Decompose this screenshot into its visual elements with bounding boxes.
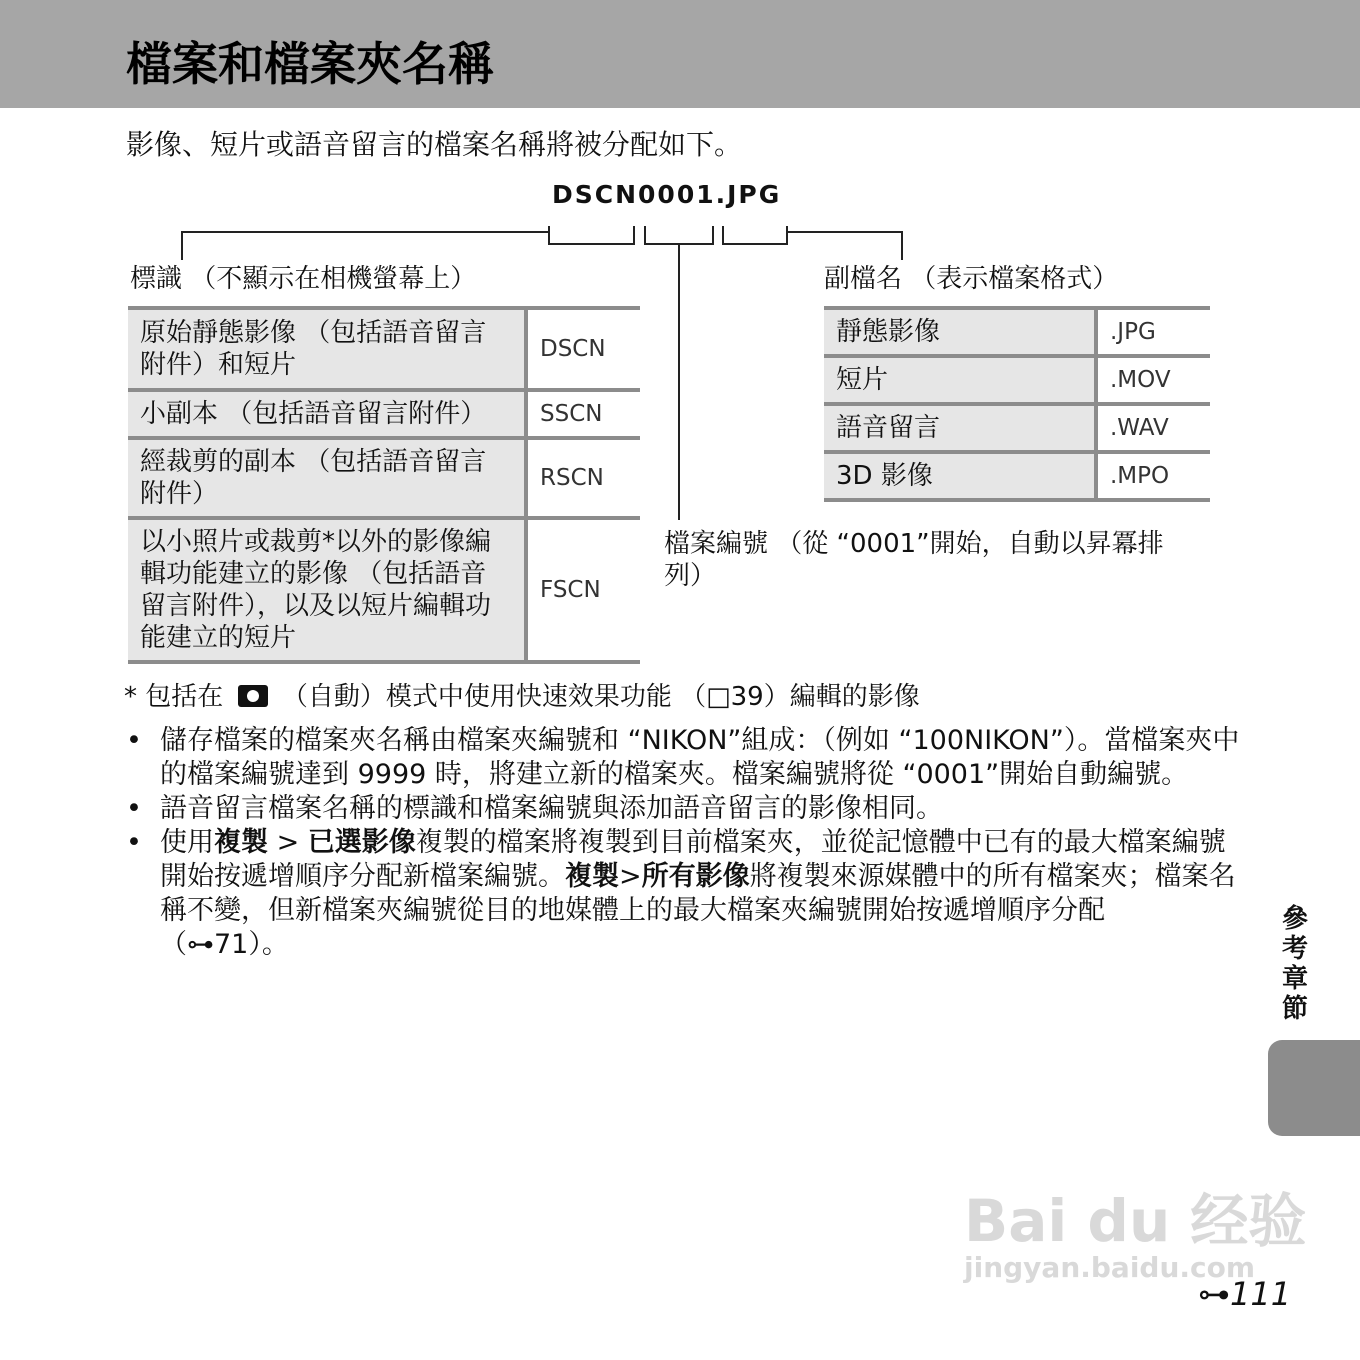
list-item bbox=[124, 724, 1240, 792]
identifier-code: SSCN bbox=[526, 390, 640, 438]
extension-code: .MOV bbox=[1096, 356, 1210, 404]
menu-separator: > bbox=[268, 827, 308, 858]
extension-leader bbox=[787, 232, 902, 260]
table-row bbox=[824, 308, 1210, 356]
bullet-text-1: 使用 bbox=[160, 827, 214, 858]
table-row bbox=[824, 356, 1210, 404]
identifier-description: 原始靜態影像 （包括語音留言附件）和短片 bbox=[128, 308, 526, 390]
identifier-code: FSCN bbox=[526, 518, 640, 662]
extension-table bbox=[824, 306, 1210, 502]
footnote-star: * bbox=[124, 682, 137, 712]
page-title: 檔案和檔案夾名稱 bbox=[126, 37, 494, 91]
watermark-url: jingyan.baidu.com bbox=[964, 1251, 1256, 1284]
table-row bbox=[824, 404, 1210, 452]
table-row bbox=[824, 452, 1210, 500]
watermark-logo: Bai du 经验 bbox=[964, 1187, 1307, 1255]
identifier-code: DSCN bbox=[526, 308, 640, 390]
number-bracket bbox=[645, 226, 713, 244]
extension-bracket bbox=[723, 226, 787, 244]
identifier-description: 以小照片或裁剪*以外的影像編輯功能建立的影像 （包括語音留言附件），以及以短片編輯功能建立的短片 bbox=[128, 518, 526, 662]
page-number: ⊶111 bbox=[1198, 1275, 1292, 1313]
menu-name: 複製 bbox=[214, 827, 268, 858]
identifier-table bbox=[128, 306, 640, 664]
table-row bbox=[128, 308, 640, 390]
identifier-description: 經裁剪的副本 （包括語音留言附件） bbox=[128, 438, 526, 518]
identifier-bracket bbox=[549, 226, 634, 244]
identifier-label: 標識 （不顯示在相機螢幕上） bbox=[130, 264, 477, 294]
bullet-text-3: 將複製來源媒體中的所有檔案夾；檔案名稱不變，但新檔案夾編號從目的地媒體上的最大檔案夾編號開始按遞增順序分配 （⊶71）。 bbox=[160, 861, 1236, 960]
list-item bbox=[124, 826, 1240, 962]
extension-description: 3D 影像 bbox=[824, 452, 1096, 500]
footnote bbox=[124, 680, 920, 714]
section-side-label: 參考章節 bbox=[1282, 904, 1309, 1024]
bullet-text: 語音留言檔案名稱的標識和檔案編號與添加語音留言的影像相同。 bbox=[160, 793, 943, 824]
extension-description: 短片 bbox=[824, 356, 1096, 404]
file-number-note: 檔案編號 （從 “0001”開始，自動以昇冪排列） bbox=[664, 529, 1164, 591]
menu-separator: > bbox=[619, 861, 642, 892]
extension-label: 副檔名 （表示檔案格式） bbox=[824, 264, 1119, 294]
intro-text: 影像、短片或語音留言的檔案名稱將被分配如下。 bbox=[126, 128, 743, 161]
table-row bbox=[128, 518, 640, 662]
list-item bbox=[124, 792, 1240, 826]
identifier-code: RSCN bbox=[526, 438, 640, 518]
footnote-suffix: （自動）模式中使用快速效果功能 （□39）編輯的影像 bbox=[281, 682, 920, 712]
watermark bbox=[964, 1187, 1307, 1284]
example-filename: DSCN0001.JPG bbox=[552, 180, 782, 209]
table-row bbox=[128, 438, 640, 518]
menu-option: 所有影像 bbox=[641, 861, 750, 892]
identifier-leader bbox=[182, 232, 549, 260]
menu-name: 複製 bbox=[565, 861, 619, 892]
bullet-text: 儲存檔案的檔案夾名稱由檔案夾編號和 “NIKON”組成：（例如 “100NIKON”）。當檔案夾中的檔案編號達到 9999 時，將建立新的檔案夾。檔案編號將從 “0001”開始自動編號。 bbox=[160, 725, 1240, 790]
notes-list bbox=[124, 724, 1240, 962]
table-row bbox=[128, 390, 640, 438]
extension-code: .MPO bbox=[1096, 452, 1210, 500]
extension-description: 語音留言 bbox=[824, 404, 1096, 452]
extension-code: .JPG bbox=[1096, 308, 1210, 356]
menu-option: 已選影像 bbox=[307, 827, 416, 858]
camera-icon bbox=[238, 685, 268, 707]
bullet-text-2: 複製的檔案將複製到目前檔案夾，並從記憶體中已有的最大檔案編號開始按遞增順序分配新檔案編號。 bbox=[160, 827, 1226, 892]
footnote-prefix: 包括在 bbox=[145, 682, 224, 712]
identifier-description: 小副本 （包括語音留言附件） bbox=[128, 390, 526, 438]
extension-description: 靜態影像 bbox=[824, 308, 1096, 356]
section-tab bbox=[1268, 1040, 1360, 1136]
extension-code: .WAV bbox=[1096, 404, 1210, 452]
